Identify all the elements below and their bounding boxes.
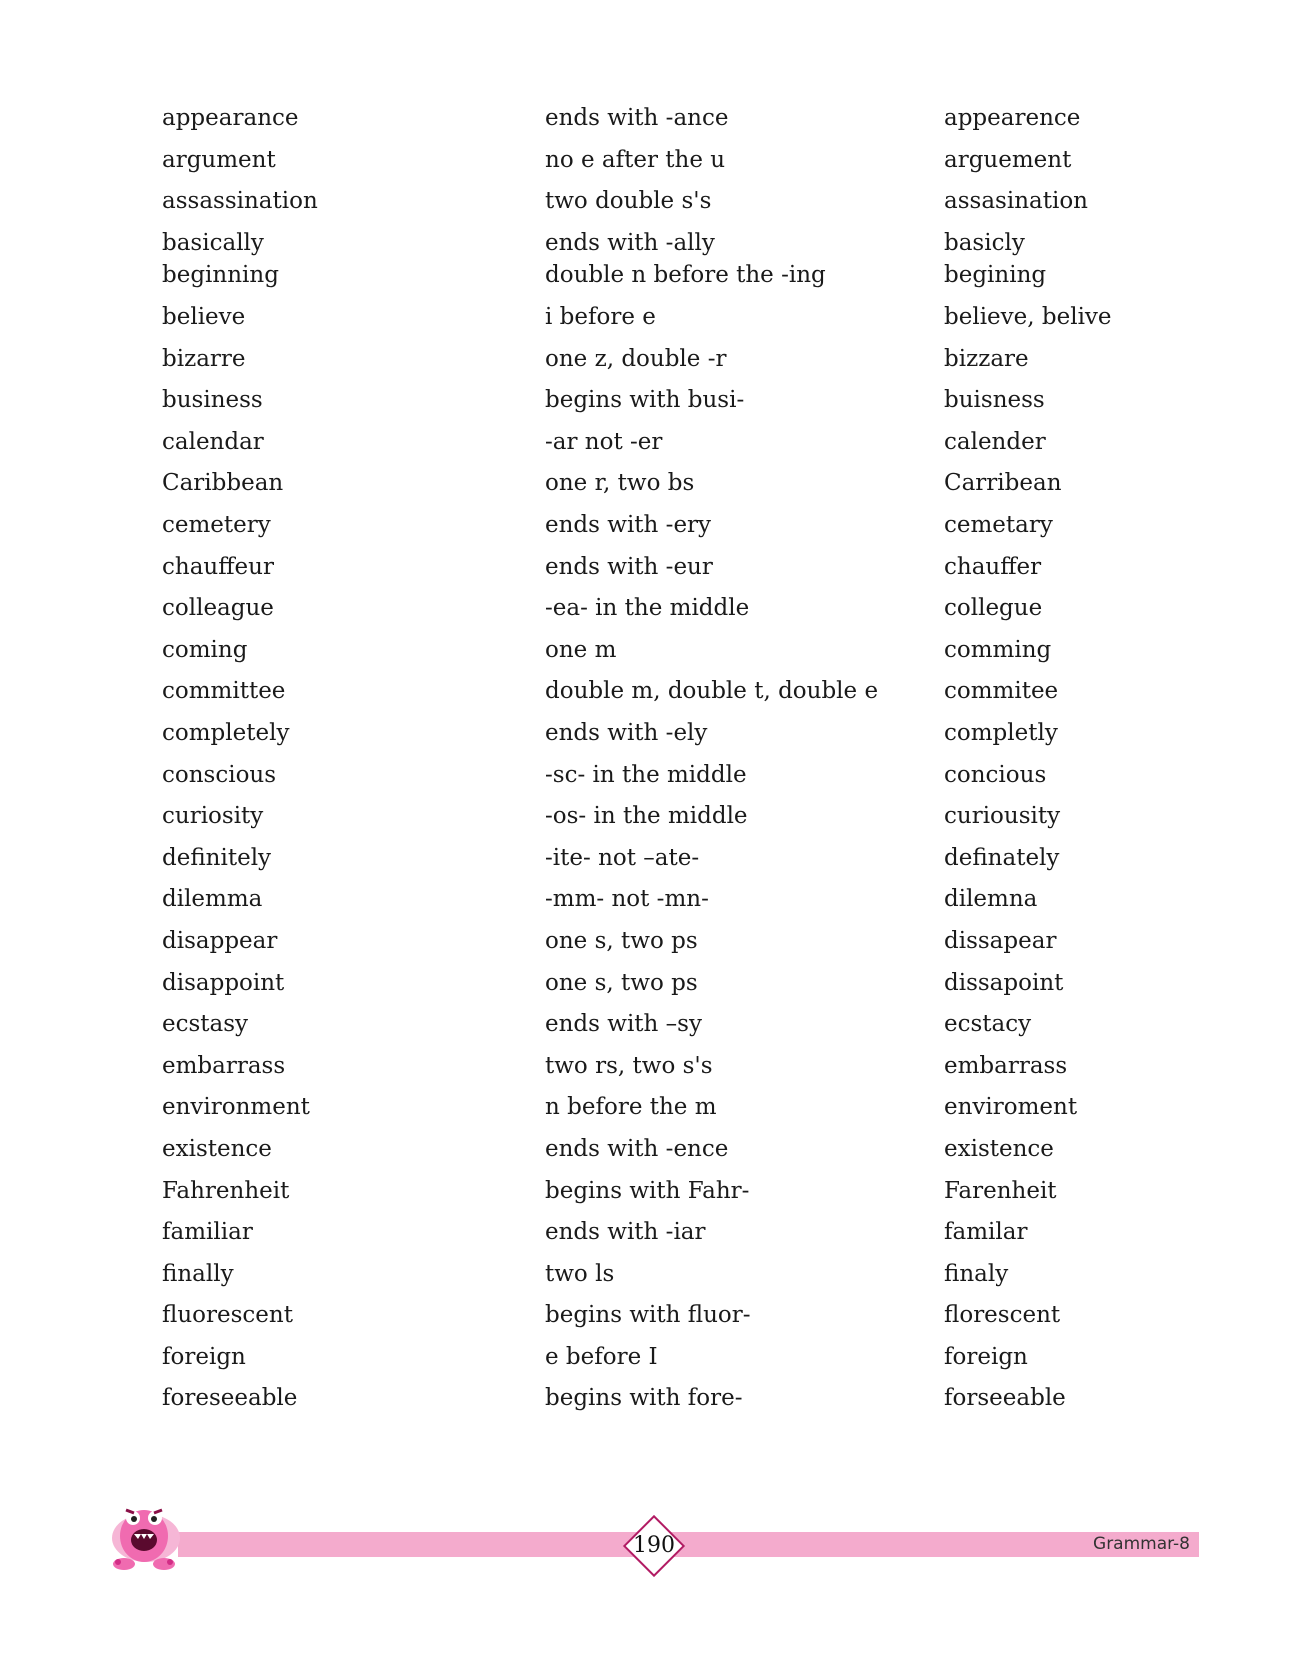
table-row bbox=[0, 590, 1296, 626]
common-misspelling: bizzare bbox=[944, 346, 1029, 372]
correct-spelling: cemetery bbox=[162, 512, 271, 538]
correct-spelling: coming bbox=[162, 637, 248, 663]
common-misspelling: cemetary bbox=[944, 512, 1053, 538]
table-row bbox=[0, 183, 1296, 219]
spelling-tip: ends with -ence bbox=[545, 1136, 729, 1162]
common-misspelling: arguement bbox=[944, 147, 1072, 173]
common-misspelling: existence bbox=[944, 1136, 1054, 1162]
spelling-tip: ends with -ally bbox=[545, 230, 715, 256]
correct-spelling: bizarre bbox=[162, 346, 246, 372]
correct-spelling: definitely bbox=[162, 845, 272, 871]
common-misspelling: dilemna bbox=[944, 886, 1038, 912]
correct-spelling: disappoint bbox=[162, 970, 285, 996]
correct-spelling: embarrass bbox=[162, 1053, 286, 1079]
common-misspelling: assasination bbox=[944, 188, 1088, 214]
spelling-tip: -ite- not –ate- bbox=[545, 845, 700, 871]
common-misspelling: Carribean bbox=[944, 470, 1062, 496]
common-misspelling: forseeable bbox=[944, 1385, 1066, 1411]
spelling-tip: -ar not -er bbox=[545, 429, 663, 455]
spelling-tip: begins with busi- bbox=[545, 387, 745, 413]
table-row bbox=[0, 840, 1296, 876]
spelling-tip: no e after the u bbox=[545, 147, 726, 173]
common-misspelling: ecstacy bbox=[944, 1011, 1032, 1037]
common-misspelling: completly bbox=[944, 720, 1058, 746]
spelling-tip: double m, double t, double e bbox=[545, 678, 879, 704]
correct-spelling: calendar bbox=[162, 429, 264, 455]
correct-spelling: assassination bbox=[162, 188, 318, 214]
common-misspelling: Farenheit bbox=[944, 1178, 1057, 1204]
table-row bbox=[0, 1089, 1296, 1125]
table-row bbox=[0, 1173, 1296, 1209]
spelling-tip: -ea- in the middle bbox=[545, 595, 750, 621]
correct-spelling: beginning bbox=[162, 262, 279, 288]
spelling-tip: ends with -iar bbox=[545, 1219, 706, 1245]
spelling-tip: one r, two bs bbox=[545, 470, 695, 496]
correct-spelling: believe bbox=[162, 304, 246, 330]
common-misspelling: basicly bbox=[944, 230, 1025, 256]
spelling-tip: ends with -ery bbox=[545, 512, 712, 538]
spelling-tip: one z, double -r bbox=[545, 346, 727, 372]
pink-monster-mascot-icon bbox=[104, 1498, 188, 1572]
correct-spelling: Caribbean bbox=[162, 470, 284, 496]
spelling-tip: ends with -ance bbox=[545, 105, 729, 131]
spelling-tip: -mm- not -mn- bbox=[545, 886, 709, 912]
spelling-tip: one s, two ps bbox=[545, 970, 698, 996]
correct-spelling: conscious bbox=[162, 762, 277, 788]
table-row bbox=[0, 142, 1296, 178]
correct-spelling: foreseeable bbox=[162, 1385, 298, 1411]
table-row bbox=[0, 465, 1296, 501]
correct-spelling: completely bbox=[162, 720, 290, 746]
correct-spelling: argument bbox=[162, 147, 276, 173]
correct-spelling: appearance bbox=[162, 105, 299, 131]
correct-spelling: familiar bbox=[162, 1219, 253, 1245]
table-row bbox=[0, 1256, 1296, 1292]
common-misspelling: begining bbox=[944, 262, 1047, 288]
common-misspelling: believe, belive bbox=[944, 304, 1112, 330]
common-misspelling: concious bbox=[944, 762, 1047, 788]
book-title: Grammar-8 bbox=[1093, 1534, 1190, 1554]
spelling-tip: begins with Fahr- bbox=[545, 1178, 750, 1204]
spelling-tip: two rs, two s's bbox=[545, 1053, 713, 1079]
table-row bbox=[0, 382, 1296, 418]
table-row bbox=[0, 1048, 1296, 1084]
common-misspelling: comming bbox=[944, 637, 1052, 663]
common-misspelling: foreign bbox=[944, 1344, 1028, 1370]
table-row bbox=[0, 341, 1296, 377]
spelling-tip: double n before the -ing bbox=[545, 262, 826, 288]
spelling-tip: ends with -ely bbox=[545, 720, 708, 746]
correct-spelling: ecstasy bbox=[162, 1011, 249, 1037]
correct-spelling: fluorescent bbox=[162, 1302, 293, 1328]
common-misspelling: florescent bbox=[944, 1302, 1061, 1328]
common-misspelling: collegue bbox=[944, 595, 1043, 621]
common-misspelling: chauffer bbox=[944, 554, 1042, 580]
common-misspelling: appearence bbox=[944, 105, 1081, 131]
common-misspelling: dissapear bbox=[944, 928, 1057, 954]
correct-spelling: business bbox=[162, 387, 263, 413]
correct-spelling: Fahrenheit bbox=[162, 1178, 290, 1204]
table-row bbox=[0, 1297, 1296, 1333]
common-misspelling: embarrass bbox=[944, 1053, 1068, 1079]
spelling-tip: n before the m bbox=[545, 1094, 717, 1120]
table-row bbox=[0, 1380, 1296, 1416]
common-misspelling: dissapoint bbox=[944, 970, 1064, 996]
spelling-tip: e before I bbox=[545, 1344, 658, 1370]
table-row bbox=[0, 632, 1296, 668]
table-row bbox=[0, 715, 1296, 751]
spelling-tip: two double s's bbox=[545, 188, 712, 214]
table-row bbox=[0, 1214, 1296, 1250]
correct-spelling: disappear bbox=[162, 928, 278, 954]
correct-spelling: dilemma bbox=[162, 886, 263, 912]
spelling-tip: begins with fluor- bbox=[545, 1302, 751, 1328]
table-row bbox=[0, 225, 1296, 261]
table-row bbox=[0, 757, 1296, 793]
correct-spelling: chauffeur bbox=[162, 554, 274, 580]
spelling-tip: one s, two ps bbox=[545, 928, 698, 954]
page-number: 190 bbox=[633, 1533, 675, 1558]
common-misspelling: curiousity bbox=[944, 803, 1061, 829]
spelling-tip: ends with -eur bbox=[545, 554, 713, 580]
spelling-tip: -os- in the middle bbox=[545, 803, 748, 829]
table-row bbox=[0, 1006, 1296, 1042]
table-row bbox=[0, 673, 1296, 709]
table-row bbox=[0, 923, 1296, 959]
footer-band bbox=[178, 1532, 1199, 1557]
spelling-tip: -sc- in the middle bbox=[545, 762, 747, 788]
spelling-tip: two ls bbox=[545, 1261, 615, 1287]
correct-spelling: finally bbox=[162, 1261, 234, 1287]
table-row bbox=[0, 424, 1296, 460]
spelling-tip: ends with –sy bbox=[545, 1011, 702, 1037]
correct-spelling: existence bbox=[162, 1136, 272, 1162]
correct-spelling: committee bbox=[162, 678, 286, 704]
correct-spelling: environment bbox=[162, 1094, 310, 1120]
table-row bbox=[0, 798, 1296, 834]
common-misspelling: commitee bbox=[944, 678, 1059, 704]
table-row bbox=[0, 299, 1296, 335]
table-row bbox=[0, 100, 1296, 136]
correct-spelling: colleague bbox=[162, 595, 274, 621]
common-misspelling: familar bbox=[944, 1219, 1028, 1245]
correct-spelling: curiosity bbox=[162, 803, 264, 829]
spelling-tip: i before e bbox=[545, 304, 656, 330]
common-misspelling: definately bbox=[944, 845, 1060, 871]
correct-spelling: foreign bbox=[162, 1344, 246, 1370]
common-misspelling: finaly bbox=[944, 1261, 1009, 1287]
common-misspelling: calender bbox=[944, 429, 1046, 455]
table-row bbox=[0, 881, 1296, 917]
table-row bbox=[0, 507, 1296, 543]
table-row bbox=[0, 257, 1296, 293]
spelling-tip: begins with fore- bbox=[545, 1385, 743, 1411]
common-misspelling: enviroment bbox=[944, 1094, 1078, 1120]
table-row bbox=[0, 1339, 1296, 1375]
spelling-tip: one m bbox=[545, 637, 617, 663]
correct-spelling: basically bbox=[162, 230, 264, 256]
table-row bbox=[0, 965, 1296, 1001]
common-misspelling: buisness bbox=[944, 387, 1045, 413]
table-row bbox=[0, 549, 1296, 585]
table-row bbox=[0, 1131, 1296, 1167]
